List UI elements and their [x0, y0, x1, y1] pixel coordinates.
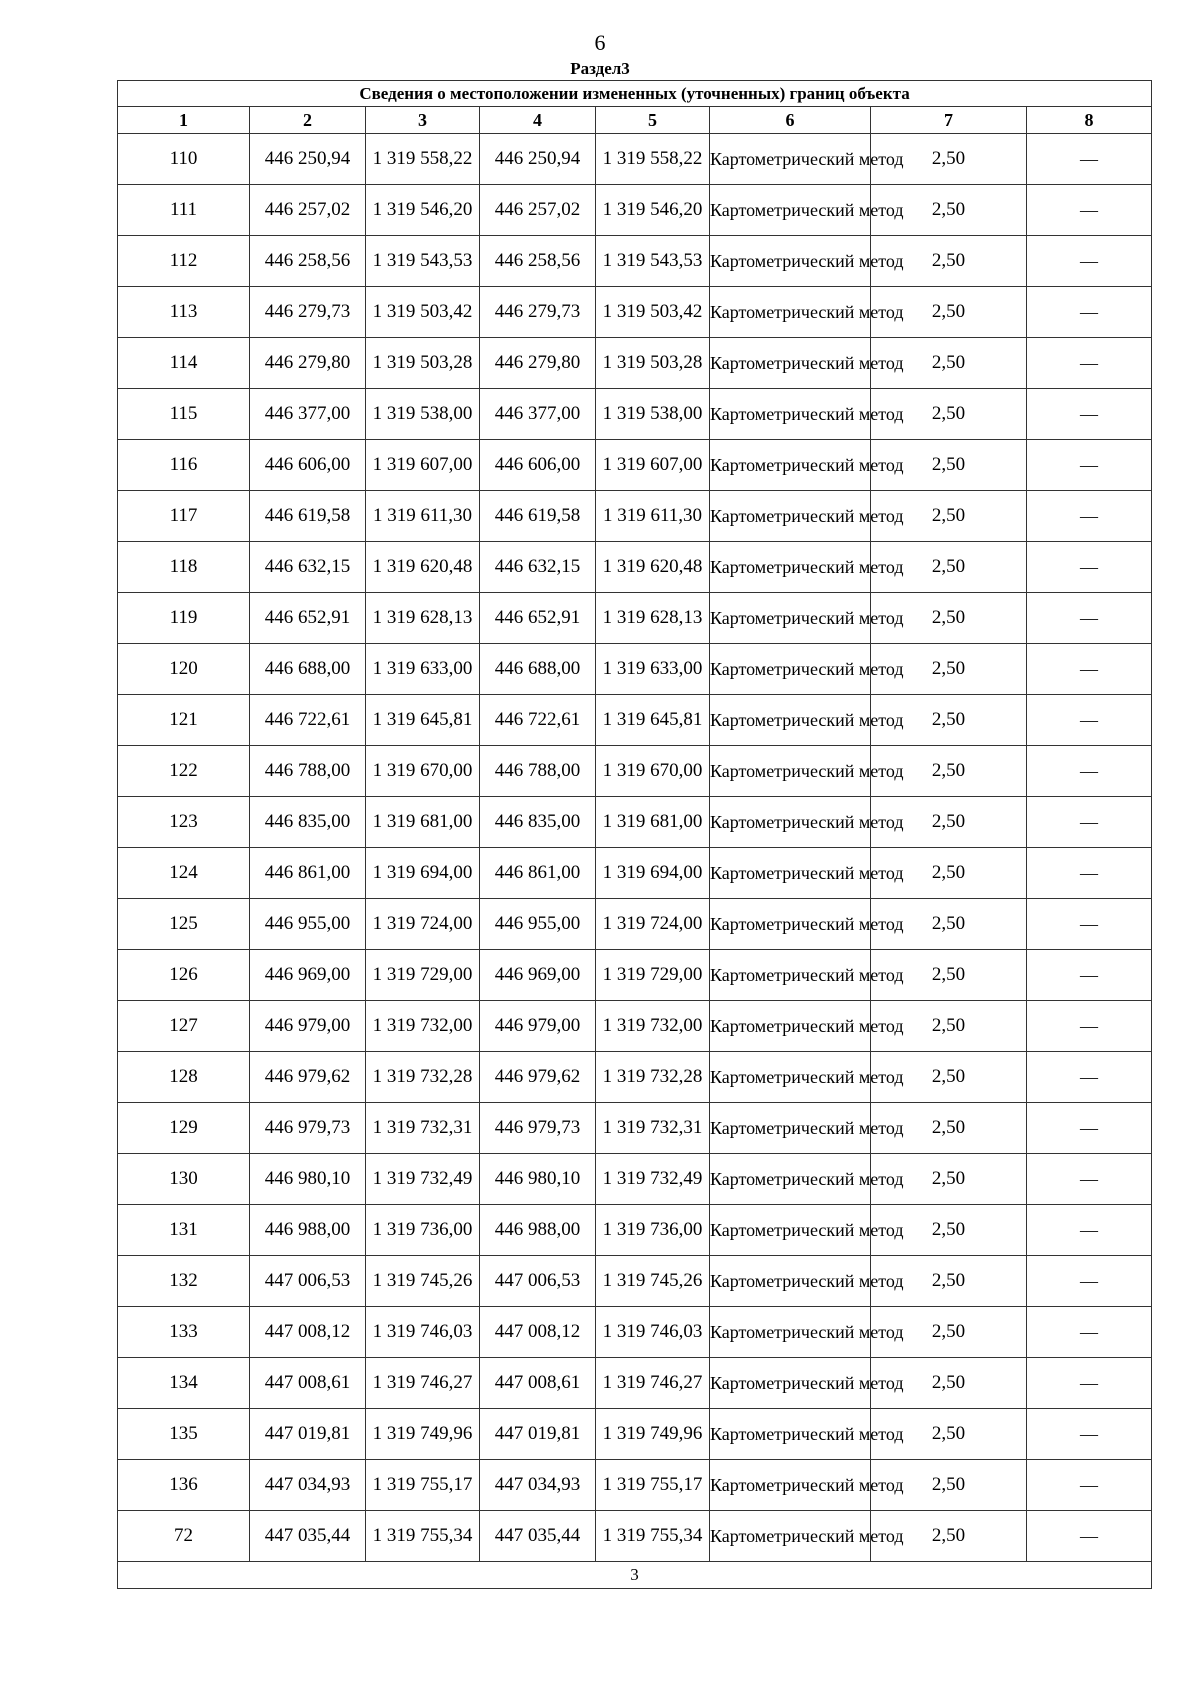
- accuracy-cell: 2,50: [871, 950, 1027, 1001]
- accuracy-cell: 2,50: [871, 695, 1027, 746]
- table-row: [118, 1358, 1152, 1409]
- accuracy-cell: 2,50: [871, 542, 1027, 593]
- new-x-cell: 446 788,00: [480, 746, 596, 797]
- old-x-cell: 446 606,00: [250, 440, 366, 491]
- new-x-cell: 446 980,10: [480, 1154, 596, 1205]
- accuracy-cell: 2,50: [871, 644, 1027, 695]
- accuracy-cell: 2,50: [871, 1307, 1027, 1358]
- point-number-cell: 111: [118, 185, 250, 236]
- method-cell: Картометрический метод: [710, 1409, 871, 1460]
- method-cell: Картометрический метод: [710, 644, 871, 695]
- column-number: 7: [871, 107, 1027, 134]
- new-y-cell: 1 319 749,96: [596, 1409, 710, 1460]
- accuracy-cell: 2,50: [871, 1001, 1027, 1052]
- point-number-cell: 132: [118, 1256, 250, 1307]
- old-y-cell: 1 319 755,17: [366, 1460, 480, 1511]
- description-cell: —: [1027, 848, 1152, 899]
- accuracy-cell: 2,50: [871, 236, 1027, 287]
- new-y-cell: 1 319 503,28: [596, 338, 710, 389]
- new-y-cell: 1 319 538,00: [596, 389, 710, 440]
- old-y-cell: 1 319 724,00: [366, 899, 480, 950]
- point-number-cell: 124: [118, 848, 250, 899]
- table-row: [118, 338, 1152, 389]
- accuracy-cell: 2,50: [871, 1460, 1027, 1511]
- accuracy-cell: 2,50: [871, 1205, 1027, 1256]
- method-cell: Картометрический метод: [710, 1358, 871, 1409]
- old-y-cell: 1 319 694,00: [366, 848, 480, 899]
- column-number: 1: [118, 107, 250, 134]
- new-x-cell: 446 861,00: [480, 848, 596, 899]
- new-x-cell: 446 722,61: [480, 695, 596, 746]
- new-x-cell: 447 034,93: [480, 1460, 596, 1511]
- new-x-cell: 446 619,58: [480, 491, 596, 542]
- point-number-cell: 112: [118, 236, 250, 287]
- method-cell: Картометрический метод: [710, 1511, 871, 1562]
- point-number-cell: 117: [118, 491, 250, 542]
- old-y-cell: 1 319 503,42: [366, 287, 480, 338]
- old-x-cell: 446 279,80: [250, 338, 366, 389]
- description-cell: —: [1027, 644, 1152, 695]
- description-cell: —: [1027, 491, 1152, 542]
- old-y-cell: 1 319 749,96: [366, 1409, 480, 1460]
- point-number-cell: 136: [118, 1460, 250, 1511]
- method-cell: Картометрический метод: [710, 338, 871, 389]
- description-cell: —: [1027, 1511, 1152, 1562]
- method-cell: Картометрический метод: [710, 1307, 871, 1358]
- old-y-cell: 1 319 736,00: [366, 1205, 480, 1256]
- old-y-cell: 1 319 681,00: [366, 797, 480, 848]
- old-y-cell: 1 319 729,00: [366, 950, 480, 1001]
- accuracy-cell: 2,50: [871, 899, 1027, 950]
- new-x-cell: 446 979,73: [480, 1103, 596, 1154]
- new-x-cell: 446 632,15: [480, 542, 596, 593]
- description-cell: —: [1027, 389, 1152, 440]
- table-row: [118, 848, 1152, 899]
- point-number-cell: 128: [118, 1052, 250, 1103]
- new-y-cell: 1 319 745,26: [596, 1256, 710, 1307]
- column-number: 8: [1027, 107, 1152, 134]
- point-number-cell: 135: [118, 1409, 250, 1460]
- description-cell: —: [1027, 1256, 1152, 1307]
- table-row: [118, 134, 1152, 185]
- new-y-cell: 1 319 729,00: [596, 950, 710, 1001]
- accuracy-cell: 2,50: [871, 1409, 1027, 1460]
- accuracy-cell: 2,50: [871, 134, 1027, 185]
- new-y-cell: 1 319 755,34: [596, 1511, 710, 1562]
- old-x-cell: 446 688,00: [250, 644, 366, 695]
- point-number-cell: 122: [118, 746, 250, 797]
- new-x-cell: 446 652,91: [480, 593, 596, 644]
- old-x-cell: 446 652,91: [250, 593, 366, 644]
- method-cell: Картометрический метод: [710, 593, 871, 644]
- new-y-cell: 1 319 732,00: [596, 1001, 710, 1052]
- old-x-cell: 446 250,94: [250, 134, 366, 185]
- accuracy-cell: 2,50: [871, 440, 1027, 491]
- boundary-coordinates-table: [117, 80, 1152, 1589]
- table-row: [118, 1409, 1152, 1460]
- column-number: 2: [250, 107, 366, 134]
- accuracy-cell: 2,50: [871, 389, 1027, 440]
- method-cell: Картометрический метод: [710, 1205, 871, 1256]
- accuracy-cell: 2,50: [871, 797, 1027, 848]
- point-number-cell: 110: [118, 134, 250, 185]
- old-y-cell: 1 319 503,28: [366, 338, 480, 389]
- old-x-cell: 446 969,00: [250, 950, 366, 1001]
- accuracy-cell: 2,50: [871, 848, 1027, 899]
- description-cell: —: [1027, 950, 1152, 1001]
- accuracy-cell: 2,50: [871, 1256, 1027, 1307]
- method-cell: Картометрический метод: [710, 389, 871, 440]
- old-x-cell: 446 722,61: [250, 695, 366, 746]
- new-x-cell: 446 835,00: [480, 797, 596, 848]
- accuracy-cell: 2,50: [871, 185, 1027, 236]
- new-x-cell: 446 979,62: [480, 1052, 596, 1103]
- new-y-cell: 1 319 543,53: [596, 236, 710, 287]
- old-x-cell: 446 979,62: [250, 1052, 366, 1103]
- point-number-cell: 134: [118, 1358, 250, 1409]
- accuracy-cell: 2,50: [871, 287, 1027, 338]
- point-number-cell: 115: [118, 389, 250, 440]
- point-number-cell: 72: [118, 1511, 250, 1562]
- table-row: [118, 1001, 1152, 1052]
- description-cell: —: [1027, 1460, 1152, 1511]
- new-y-cell: 1 319 611,30: [596, 491, 710, 542]
- old-y-cell: 1 319 546,20: [366, 185, 480, 236]
- old-y-cell: 1 319 611,30: [366, 491, 480, 542]
- accuracy-cell: 2,50: [871, 338, 1027, 389]
- method-cell: Картометрический метод: [710, 134, 871, 185]
- old-x-cell: 446 377,00: [250, 389, 366, 440]
- new-y-cell: 1 319 732,28: [596, 1052, 710, 1103]
- table-row: [118, 1103, 1152, 1154]
- new-x-cell: 446 258,56: [480, 236, 596, 287]
- table-row: [118, 1052, 1152, 1103]
- old-x-cell: 446 979,73: [250, 1103, 366, 1154]
- table-row: [118, 950, 1152, 1001]
- footer-note: 3: [118, 1562, 1152, 1589]
- old-x-cell: 446 835,00: [250, 797, 366, 848]
- method-cell: Картометрический метод: [710, 848, 871, 899]
- new-x-cell: 446 955,00: [480, 899, 596, 950]
- table-row: [118, 899, 1152, 950]
- new-x-cell: 446 250,94: [480, 134, 596, 185]
- column-number: 6: [710, 107, 871, 134]
- new-y-cell: 1 319 724,00: [596, 899, 710, 950]
- old-y-cell: 1 319 633,00: [366, 644, 480, 695]
- column-number: 4: [480, 107, 596, 134]
- method-cell: Картометрический метод: [710, 1103, 871, 1154]
- new-y-cell: 1 319 694,00: [596, 848, 710, 899]
- old-y-cell: 1 319 732,28: [366, 1052, 480, 1103]
- old-y-cell: 1 319 746,27: [366, 1358, 480, 1409]
- description-cell: —: [1027, 185, 1152, 236]
- new-x-cell: 447 008,12: [480, 1307, 596, 1358]
- description-cell: —: [1027, 1307, 1152, 1358]
- table-row: [118, 593, 1152, 644]
- accuracy-cell: 2,50: [871, 1511, 1027, 1562]
- point-number-cell: 130: [118, 1154, 250, 1205]
- description-cell: —: [1027, 1409, 1152, 1460]
- new-y-cell: 1 319 503,42: [596, 287, 710, 338]
- section-title: Раздел3: [570, 59, 630, 78]
- description-cell: —: [1027, 1154, 1152, 1205]
- old-x-cell: 446 788,00: [250, 746, 366, 797]
- table-body: [118, 134, 1152, 1562]
- description-cell: —: [1027, 236, 1152, 287]
- method-cell: Картометрический метод: [710, 1052, 871, 1103]
- point-number-cell: 118: [118, 542, 250, 593]
- description-cell: —: [1027, 746, 1152, 797]
- description-cell: —: [1027, 695, 1152, 746]
- table-row: [118, 1205, 1152, 1256]
- new-y-cell: 1 319 746,03: [596, 1307, 710, 1358]
- table-row: [118, 695, 1152, 746]
- table-row: [118, 440, 1152, 491]
- old-x-cell: 446 988,00: [250, 1205, 366, 1256]
- column-number: 3: [366, 107, 480, 134]
- method-cell: Картометрический метод: [710, 287, 871, 338]
- old-x-cell: 447 034,93: [250, 1460, 366, 1511]
- page-number: 6: [594, 30, 606, 55]
- description-cell: —: [1027, 1358, 1152, 1409]
- point-number-cell: 114: [118, 338, 250, 389]
- new-x-cell: 446 257,02: [480, 185, 596, 236]
- point-number-cell: 125: [118, 899, 250, 950]
- method-cell: Картометрический метод: [710, 185, 871, 236]
- old-y-cell: 1 319 746,03: [366, 1307, 480, 1358]
- point-number-cell: 120: [118, 644, 250, 695]
- new-y-cell: 1 319 736,00: [596, 1205, 710, 1256]
- table-row: [118, 797, 1152, 848]
- method-cell: Картометрический метод: [710, 491, 871, 542]
- description-cell: —: [1027, 1205, 1152, 1256]
- old-y-cell: 1 319 745,26: [366, 1256, 480, 1307]
- old-x-cell: 447 008,61: [250, 1358, 366, 1409]
- old-x-cell: 446 257,02: [250, 185, 366, 236]
- new-y-cell: 1 319 732,49: [596, 1154, 710, 1205]
- accuracy-cell: 2,50: [871, 746, 1027, 797]
- description-cell: —: [1027, 797, 1152, 848]
- description-cell: —: [1027, 542, 1152, 593]
- method-cell: Картометрический метод: [710, 1001, 871, 1052]
- description-cell: —: [1027, 593, 1152, 644]
- method-cell: Картометрический метод: [710, 1460, 871, 1511]
- table-row: [118, 236, 1152, 287]
- point-number-cell: 133: [118, 1307, 250, 1358]
- table-caption: Сведения о местоположении измененных (уточненных) границ объекта: [118, 81, 1152, 107]
- method-cell: Картометрический метод: [710, 899, 871, 950]
- new-y-cell: 1 319 645,81: [596, 695, 710, 746]
- table-row: [118, 1154, 1152, 1205]
- table-row: [118, 644, 1152, 695]
- new-y-cell: 1 319 558,22: [596, 134, 710, 185]
- old-x-cell: 446 955,00: [250, 899, 366, 950]
- method-cell: Картометрический метод: [710, 746, 871, 797]
- table-row: [118, 542, 1152, 593]
- point-number-cell: 116: [118, 440, 250, 491]
- accuracy-cell: 2,50: [871, 593, 1027, 644]
- new-y-cell: 1 319 546,20: [596, 185, 710, 236]
- old-y-cell: 1 319 670,00: [366, 746, 480, 797]
- point-number-cell: 126: [118, 950, 250, 1001]
- old-y-cell: 1 319 732,31: [366, 1103, 480, 1154]
- old-y-cell: 1 319 620,48: [366, 542, 480, 593]
- old-x-cell: 446 258,56: [250, 236, 366, 287]
- old-x-cell: 446 861,00: [250, 848, 366, 899]
- accuracy-cell: 2,50: [871, 1103, 1027, 1154]
- table-row: [118, 1511, 1152, 1562]
- column-number: 5: [596, 107, 710, 134]
- new-x-cell: 447 008,61: [480, 1358, 596, 1409]
- new-y-cell: 1 319 732,31: [596, 1103, 710, 1154]
- old-y-cell: 1 319 732,49: [366, 1154, 480, 1205]
- method-cell: Картометрический метод: [710, 950, 871, 1001]
- method-cell: Картометрический метод: [710, 797, 871, 848]
- new-x-cell: 446 979,00: [480, 1001, 596, 1052]
- old-y-cell: 1 319 732,00: [366, 1001, 480, 1052]
- new-x-cell: 447 019,81: [480, 1409, 596, 1460]
- description-cell: —: [1027, 899, 1152, 950]
- old-y-cell: 1 319 755,34: [366, 1511, 480, 1562]
- table-row: [118, 746, 1152, 797]
- point-number-cell: 123: [118, 797, 250, 848]
- point-number-cell: 121: [118, 695, 250, 746]
- description-cell: —: [1027, 1052, 1152, 1103]
- new-x-cell: 447 006,53: [480, 1256, 596, 1307]
- accuracy-cell: 2,50: [871, 1154, 1027, 1205]
- old-x-cell: 447 035,44: [250, 1511, 366, 1562]
- description-cell: —: [1027, 1103, 1152, 1154]
- point-number-cell: 127: [118, 1001, 250, 1052]
- new-y-cell: 1 319 746,27: [596, 1358, 710, 1409]
- old-y-cell: 1 319 645,81: [366, 695, 480, 746]
- old-x-cell: 446 979,00: [250, 1001, 366, 1052]
- old-x-cell: 447 008,12: [250, 1307, 366, 1358]
- old-x-cell: 447 006,53: [250, 1256, 366, 1307]
- new-x-cell: 446 606,00: [480, 440, 596, 491]
- table-row: [118, 491, 1152, 542]
- old-y-cell: 1 319 628,13: [366, 593, 480, 644]
- table-row: [118, 1460, 1152, 1511]
- table-row: [118, 389, 1152, 440]
- old-x-cell: 446 632,15: [250, 542, 366, 593]
- new-y-cell: 1 319 607,00: [596, 440, 710, 491]
- old-x-cell: 447 019,81: [250, 1409, 366, 1460]
- description-cell: —: [1027, 440, 1152, 491]
- new-x-cell: 446 279,73: [480, 287, 596, 338]
- table-row: [118, 1256, 1152, 1307]
- method-cell: Картометрический метод: [710, 542, 871, 593]
- point-number-cell: 129: [118, 1103, 250, 1154]
- description-cell: —: [1027, 338, 1152, 389]
- new-x-cell: 446 988,00: [480, 1205, 596, 1256]
- table-row: [118, 287, 1152, 338]
- new-x-cell: 447 035,44: [480, 1511, 596, 1562]
- new-x-cell: 446 279,80: [480, 338, 596, 389]
- new-y-cell: 1 319 633,00: [596, 644, 710, 695]
- new-x-cell: 446 377,00: [480, 389, 596, 440]
- old-x-cell: 446 980,10: [250, 1154, 366, 1205]
- new-y-cell: 1 319 628,13: [596, 593, 710, 644]
- old-y-cell: 1 319 558,22: [366, 134, 480, 185]
- method-cell: Картометрический метод: [710, 695, 871, 746]
- table-row: [118, 185, 1152, 236]
- old-y-cell: 1 319 538,00: [366, 389, 480, 440]
- description-cell: —: [1027, 1001, 1152, 1052]
- new-y-cell: 1 319 620,48: [596, 542, 710, 593]
- new-x-cell: 446 969,00: [480, 950, 596, 1001]
- old-x-cell: 446 619,58: [250, 491, 366, 542]
- accuracy-cell: 2,50: [871, 1052, 1027, 1103]
- method-cell: Картометрический метод: [710, 440, 871, 491]
- old-y-cell: 1 319 543,53: [366, 236, 480, 287]
- method-cell: Картометрический метод: [710, 236, 871, 287]
- new-y-cell: 1 319 670,00: [596, 746, 710, 797]
- new-y-cell: 1 319 681,00: [596, 797, 710, 848]
- new-y-cell: 1 319 755,17: [596, 1460, 710, 1511]
- point-number-cell: 119: [118, 593, 250, 644]
- description-cell: —: [1027, 287, 1152, 338]
- column-number-row: [118, 107, 1152, 134]
- method-cell: Картометрический метод: [710, 1154, 871, 1205]
- accuracy-cell: 2,50: [871, 491, 1027, 542]
- point-number-cell: 131: [118, 1205, 250, 1256]
- table-row: [118, 1307, 1152, 1358]
- point-number-cell: 113: [118, 287, 250, 338]
- new-x-cell: 446 688,00: [480, 644, 596, 695]
- old-x-cell: 446 279,73: [250, 287, 366, 338]
- description-cell: —: [1027, 134, 1152, 185]
- old-y-cell: 1 319 607,00: [366, 440, 480, 491]
- accuracy-cell: 2,50: [871, 1358, 1027, 1409]
- method-cell: Картометрический метод: [710, 1256, 871, 1307]
